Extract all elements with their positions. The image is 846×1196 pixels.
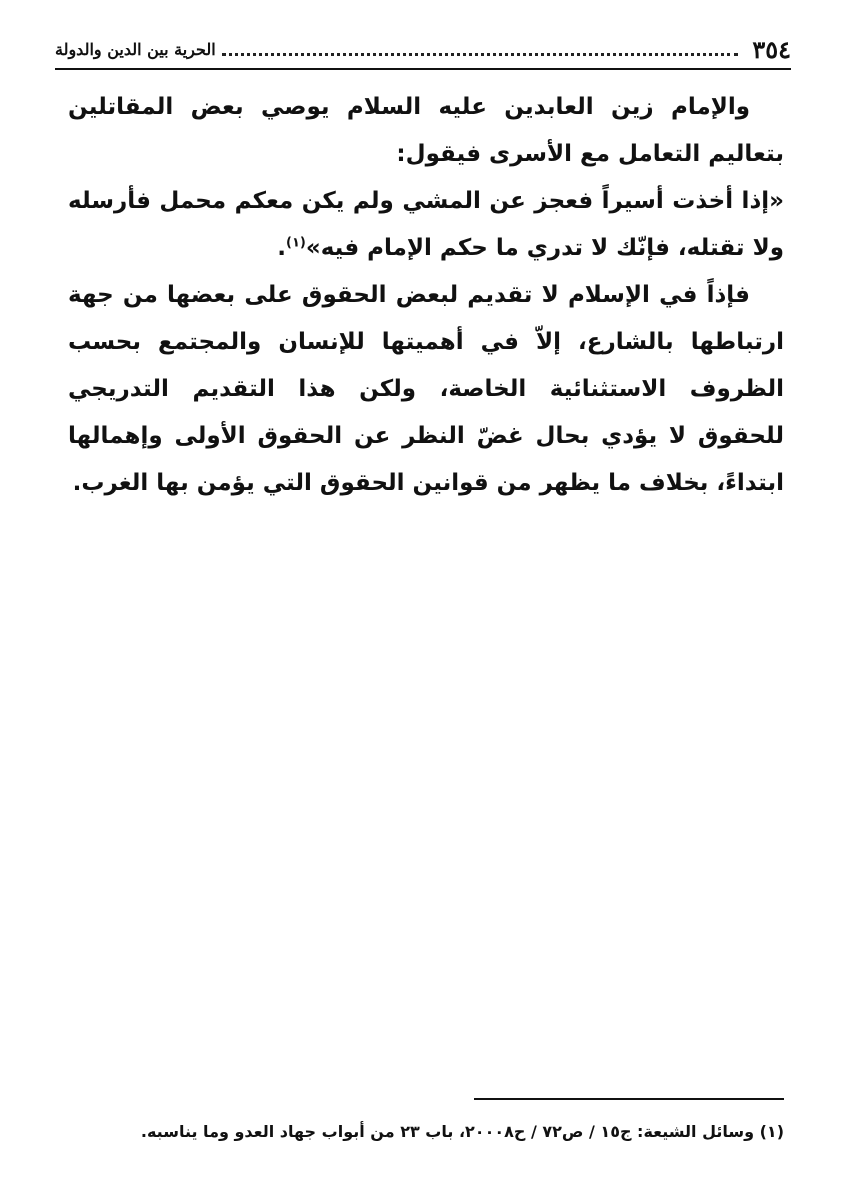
main-text (68, 84, 784, 507)
header-rule (55, 68, 791, 70)
footnote: (١) وسائل الشيعة: ج١٥ / ص٧٢ / ح٢٠٠٠٨، باب ٢٣ من أبواب جهاد العدو وما يناسبه. (140, 1122, 784, 1141)
page-number: ٣٥٤ (752, 34, 791, 64)
quote-text: «إذا أخذت أسيراً فعجز عن المشي ولم يكن معكم محمل فأرسله ولا تقتله، فإنّك لا تدري ما حكم الإمام فيه» (68, 188, 784, 261)
paragraph-conclusion: فإذاً في الإسلام لا تقديم لبعض الحقوق على بعضها من جهة ارتباطها بالشارع، إلاّ في أهميتها للإنسان والمجتمع بحسب الظروف الاستثنائية الخاصة، ولكن هذا التقديم التدريجي للحقوق لا يؤدي بحال غضّ النظر عن الحقوق الأولى وإهمالها ابتداءً، بخلاف ما يظهر من قوانين الحقوق التي يؤمن بها الغرب. (68, 282, 784, 496)
running-header (55, 36, 791, 62)
paragraph-quote: «إذا أخذت أسيراً فعجز عن المشي ولم يكن معكم محمل فأرسله ولا تقتله، فإنّك لا تدري ما حكم الإمام فيه»$^{(١)}$. (68, 188, 784, 261)
paragraph-intro: والإمام زين العابدين عليه السلام يوصي بعض المقاتلين بتعاليم التعامل مع الأسرى فيقول: (68, 94, 784, 167)
book-title: الحرية بين الدين والدولة (55, 39, 216, 59)
header-dot-leader (222, 43, 739, 56)
footnote-marker[interactable]: (١) (286, 235, 306, 251)
footnote-rule (474, 1098, 784, 1100)
